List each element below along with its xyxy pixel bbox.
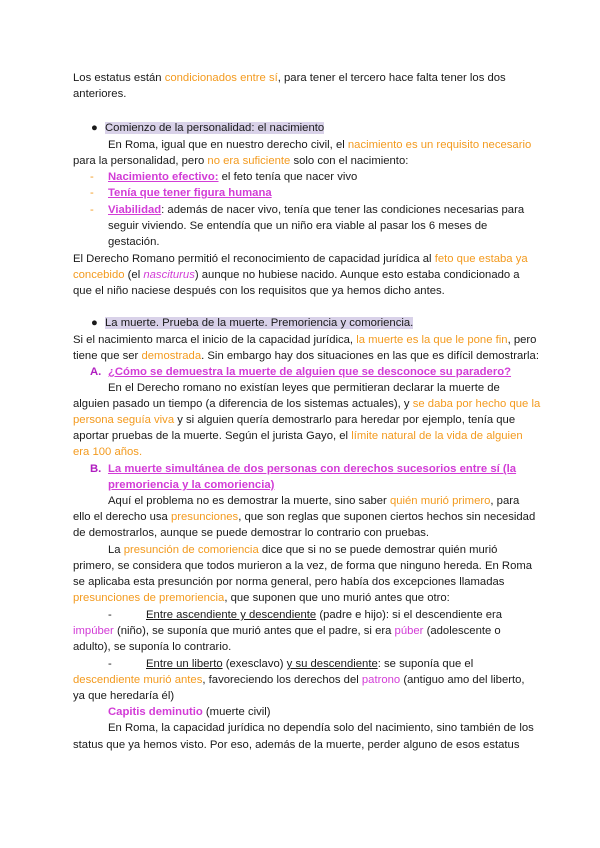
section-heading-death: ● La muerte. Prueba de la muerte. Premoriencia y comoriencia. [91, 317, 414, 329]
text-line: primero, se considera que todos murieron a la vez, de forma que ninguno hereda. En Roma [73, 560, 533, 572]
text-line: ya que heredaría él) [73, 690, 175, 702]
list-item: - Entre ascendiente y descendiente (padre e hijo): si el descendiente era [108, 609, 503, 621]
text-line: gestación. [108, 236, 160, 248]
text-line: persona seguía viva y si alguien quería demostrarlo para heredar por ejemplo, tenía que [73, 414, 516, 426]
text-line: Capitis deminutio (muerte civil) [108, 706, 271, 718]
text-line: aportar pruebas de la muerte. Según el jurista Gayo, el límite natural de la vida de alguien [73, 430, 523, 442]
text-line: que el niño naciese después con los requisitos que ya hemos dicho antes. [73, 285, 445, 297]
text-line: Los estatus están condicionados entre sí, para tener el tercero hace falta tener los dos [73, 72, 506, 84]
text-line: se aplicaba esta presunción por norma general, pero había dos excepciones llamadas [73, 576, 505, 588]
text-line: de demostrarlos, aunque se puede demostrar lo contrario con pruebas. [73, 527, 430, 539]
text-line: anteriores. [73, 88, 127, 100]
text-line: status que ya hemos visto. Por eso, además de la muerte, perder alguno de esos estatus [73, 739, 520, 751]
text-line: presunciones de premoriencia, que suponen que uno murió antes que otro: [73, 592, 450, 604]
text-line: era 100 años. [73, 446, 143, 458]
section-heading-birth: ● Comienzo de la personalidad: el nacimiento [91, 122, 325, 134]
text-line: En Roma, la capacidad jurídica no dependía solo del nacimiento, sino también de los [108, 722, 534, 734]
text-line: tiene que ser demostrada. Sin embargo hay dos situaciones en las que es difícil demostrarla: [73, 350, 539, 362]
text-line: ello el derecho usa presunciones, que son reglas que suponen ciertos hechos sin necesidad [73, 511, 536, 523]
text-line: En el Derecho romano no existían leyes que permitieran declarar la muerte de [108, 382, 500, 394]
text-line: impúber (niño), se suponía que murió antes que el padre, si era púber (adolescente o [73, 625, 501, 637]
subheading-a: A. ¿Cómo se demuestra la muerte de alguien que se desconoce su paradero? [90, 366, 512, 378]
text-line: Aquí el problema no es demostrar la muerte, sino saber quién murió primero, para [108, 495, 520, 507]
list-item: - Viabilidad: además de nacer vivo, tenía que tener las condiciones necesarias para [90, 204, 525, 216]
subheading-b-cont: premoriencia y la comoriencia) [108, 479, 275, 491]
text-line: Si el nacimiento marca el inicio de la capacidad jurídica, la muerte es la que le pone fin, pero [73, 334, 537, 346]
text-line: La presunción de comoriencia dice que si no se puede demostrar quién murió [108, 544, 498, 556]
text-line: seguir viviendo. Se entendía que un niño era viable al pasar los 6 meses de [108, 220, 488, 232]
text-line: alguien pasado un tiempo (a diferencia de los sistemas actuales), y se daba por hecho que la [73, 398, 541, 410]
list-item: - Nacimiento efectivo: el feto tenía que nacer vivo [90, 171, 358, 183]
text-line: para la personalidad, pero no era suficiente solo con el nacimiento: [73, 155, 409, 167]
text-line: adulto), se suponía lo contrario. [73, 641, 232, 653]
text-line: En Roma, igual que en nuestro derecho civil, el nacimiento es un requisito necesario [108, 139, 532, 151]
subheading-b: B. La muerte simultánea de dos personas con derechos sucesorios entre sí (la [90, 463, 517, 475]
list-item: - Tenía que tener figura humana [90, 187, 272, 199]
list-item: - Entre un liberto (exesclavo) y su descendiente: se suponía que el [108, 658, 474, 670]
text-line: concebido (el nasciturus) aunque no hubiese nacido. Aunque esto estaba condicionado a [73, 269, 520, 281]
text-line: El Derecho Romano permitió el reconocimiento de capacidad jurídica al feto que estaba ya [73, 253, 528, 265]
text-line: descendiente murió antes, favoreciendo los derechos del patrono (antiguo amo del liberto, [73, 674, 525, 686]
